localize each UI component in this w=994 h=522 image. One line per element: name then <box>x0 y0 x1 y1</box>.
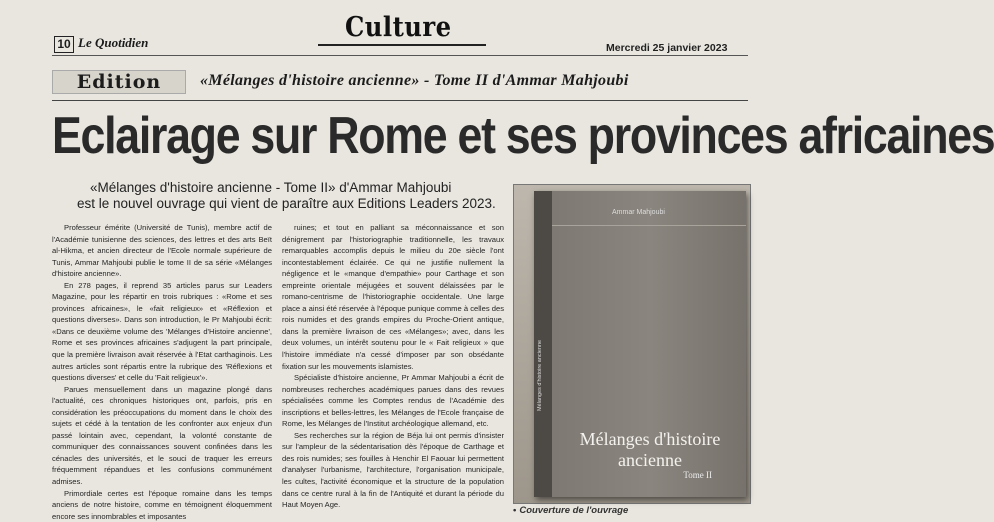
newspaper-name: Le Quotidien <box>78 35 149 50</box>
book-spine <box>534 191 552 497</box>
kicker-rule <box>52 100 748 101</box>
headline: Eclairage sur Rome et ses provinces africaines <box>52 107 994 165</box>
rubric-tag: Edition <box>52 70 186 94</box>
photo-caption <box>513 505 628 516</box>
lead-line-1: «Mélanges d'histoire ancienne - Tome II» d'Ammar Mahjoubi <box>90 180 452 195</box>
section-underline <box>318 44 486 46</box>
book-author: Ammar Mahjoubi <box>612 209 665 216</box>
article-column-2 <box>282 222 504 517</box>
section-title: Culture <box>345 12 452 43</box>
kicker-text: «Mélanges d'histoire ancienne» - Tome II d'Ammar Mahjoubi <box>200 72 629 89</box>
paragraph: ruines; et tout en palliant sa méconnaissance et son dénigrement par l'historiographie traditionnelle, les travaux remarquables accomplis depuis le milieu du 20e siècle l'ont incontestablement éclairée. Ce qui ne justifie nullement la négligence et le «manque d'empathie» pour Carthage et son empreinte orientale méjugées et souvent délaissées par le romano-centrisme de l'historiographie occidentale. Une large place a ainsi été réservée à l'époque punique comme à celles des rois numides et des grands empires du Proche-Orient antique, dans la première livraison de ces «Mélanges»; avec, dans les deux volumes, un intérêt soutenu pour le « Fait religieux » que l'histoire immédiate n'a cessé d'imposer par son obsédante fixation sur les mouvements islamistes. <box>282 223 504 371</box>
cover-stripe <box>552 225 746 226</box>
paragraph: Primordiale certes est l'époque romaine dans les temps anciens de notre histoire, comme en témoignent éloquemment encore ses innombrables et imposantes <box>52 488 272 521</box>
article-column-1 <box>52 222 272 521</box>
paragraph: Parues mensuellement dans un magazine plongé dans l'actualité, ces chroniques historiques ont, parfois, pris en considération les préoccupations du moment dans le choix des sujets et cédé à la tentation de les confronter aux enjeux d'un passé lointain avec, cependant, la volonté constante de communiquer des connaissances souvent confinées dans les cénacles des universités, et le souci de traquer les erreurs fréquemment répandues et les confusions communément admises. <box>52 384 272 487</box>
bullet-icon: • <box>513 505 517 516</box>
paragraph: Ses recherches sur la région de Béja lui ont permis d'insister sur l'ampleur de la sédentarisation dès l'époque de Carthage et des rois numides; ses fouilles à Henchir El Faouar lui permettent d'analyser l'urbanisme, l'architecture, l'organisation municipale, les cultes, l'activité économique et la structure de la population dans ce centre rural à la fin de l'Antiquité et durant la période du Haut Moyen Age. <box>282 430 504 510</box>
header-rule <box>52 55 748 56</box>
paragraph: Spécialiste d'histoire ancienne, Pr Ammar Mahjoubi a écrit de nombreuses recherches académiques parues dans des revues spécialisées comme les Comptes rendus de l'Académie des inscriptions et belles-lettres, les Mélanges de l'Ecole française de Rome, les Mélanges de l'Institut archéologique allemand, etc. <box>282 373 504 429</box>
spine-text: Mélanges d'histoire ancienne <box>537 339 543 411</box>
book-tome: Tome II <box>683 470 712 480</box>
paragraph: Professeur émérite (Université de Tunis), membre actif de l'Académie tunisienne des sciences, des lettres et des arts Beït al-Hikma, et ancien directeur de l'Ecole normale supérieure de Tunis, Ammar Mahjoubi publie le tome II de sa série «Mélanges d'histoire ancienne». <box>52 223 272 279</box>
issue-date: Mercredi 25 janvier 2023 <box>606 42 728 54</box>
lead-paragraph <box>77 180 510 212</box>
book-cover-photo <box>513 184 751 504</box>
page-number: 10 <box>54 36 74 53</box>
paragraph: En 278 pages, il reprend 35 articles parus sur Leaders Magazine, pour les répartir en trois rubriques : «Rome et ses provinces africaines», le «fait religieux» et «Réflexion et questions diverses». Dans son introduction, le Pr Mahjoubi écrit: «Dans ce deuxième volume des 'Mélanges d'Histoire ancienne', Rome et ses provinces africaines s'adjugent la part principale, que la première livraison avait réservée à l'Etat carthaginois. Les autres articles sont répartis entre la rubrique des 'Réflexions et questions diverses' et celle du 'Fait religieux'». <box>52 280 272 383</box>
lead-line-2: est le nouvel ouvrage qui vient de paraître aux Editions Leaders 2023. <box>77 196 496 211</box>
caption-text: Couverture de l'ouvrage <box>519 505 629 516</box>
book-title: Mélanges d'histoire ancienne <box>579 429 721 470</box>
book-cover <box>534 191 746 497</box>
